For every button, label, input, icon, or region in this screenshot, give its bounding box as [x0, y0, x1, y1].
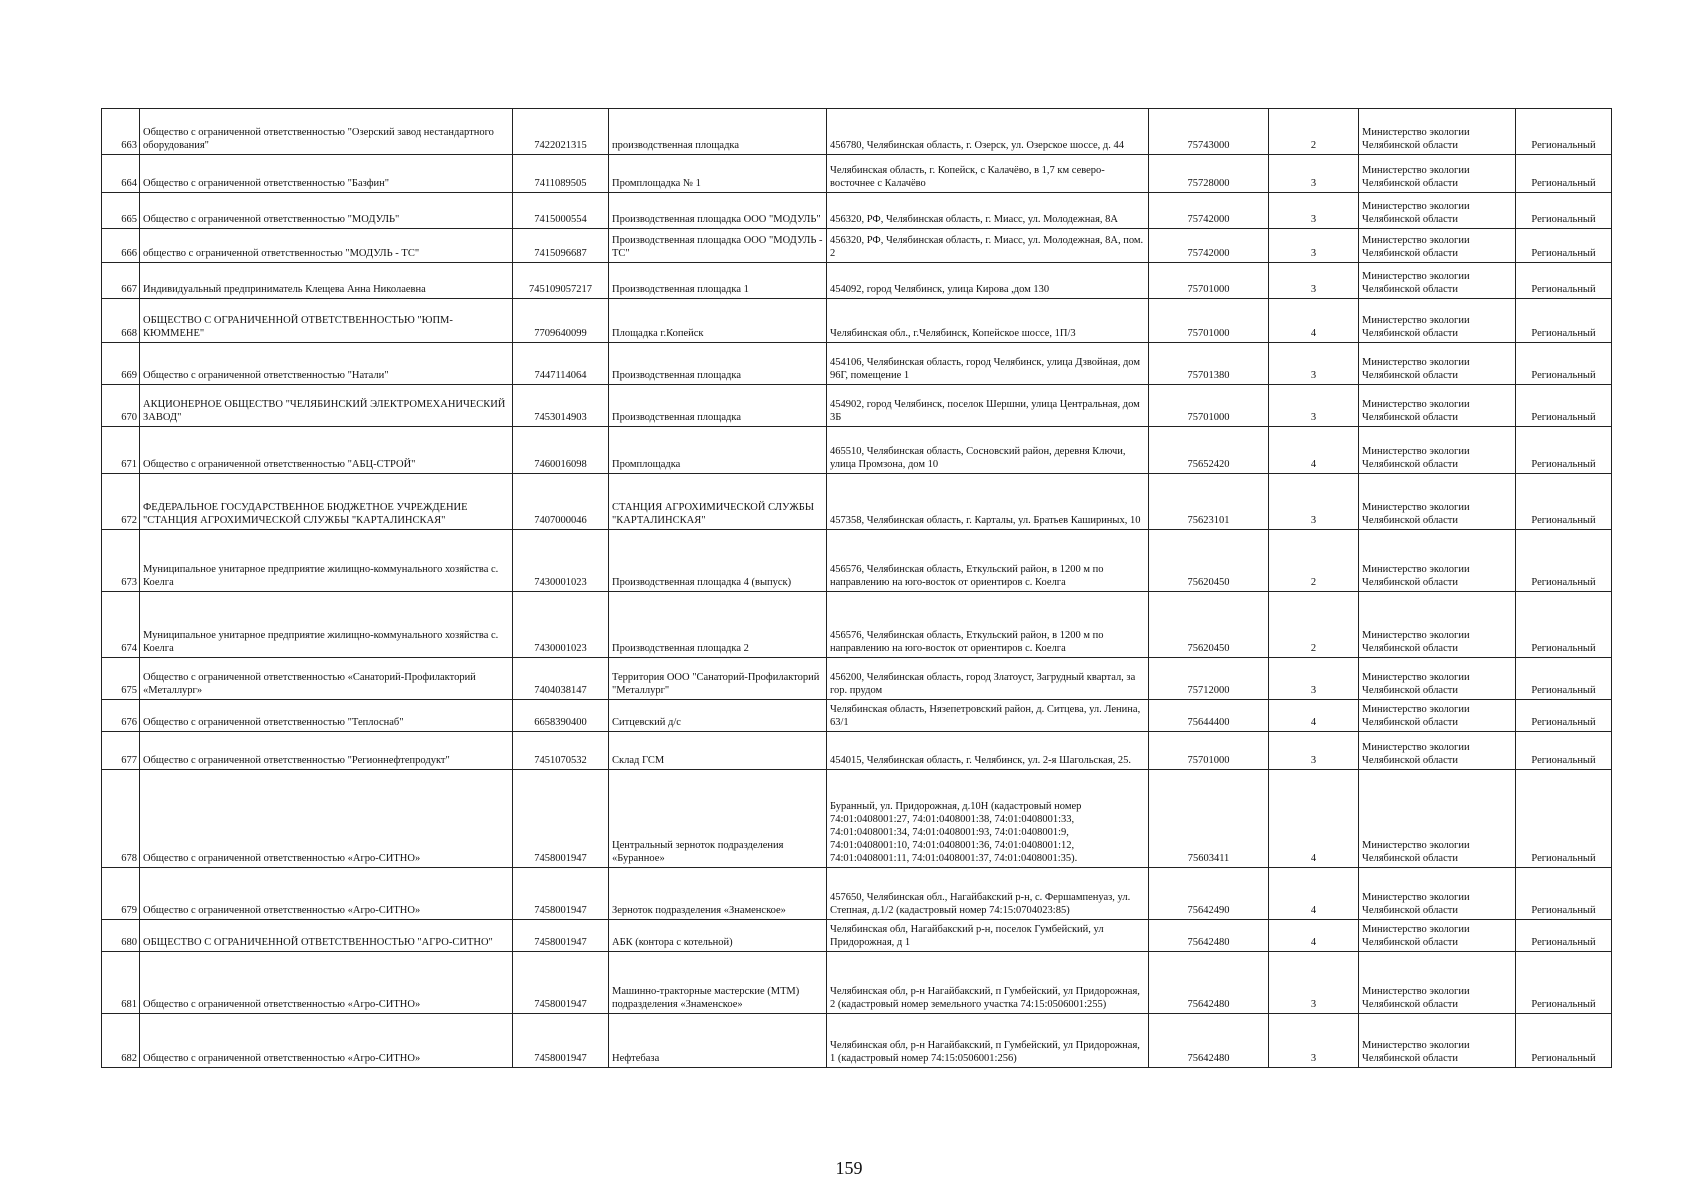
supervisory-authority: Министерство экологии Челябинской области: [1359, 109, 1516, 155]
supervisory-authority: Министерство экологии Челябинской области: [1359, 229, 1516, 263]
oktmo-code: 75620450: [1149, 592, 1269, 658]
object-address: 456576, Челябинская область, Еткульский район, в 1200 м по направлению на юго-восток от ориентиров с. Коелга: [827, 592, 1149, 658]
inn: 7422021315: [513, 109, 609, 155]
object-name: Площадка г.Копейск: [609, 299, 827, 343]
object-address: Челябинская обл, р-н Нагайбакский, п Гумбейский, ул Придорожная, 2 (кадастровый номер земельного участка 74:15:0506001:255): [827, 952, 1149, 1014]
supervisory-authority: Министерство экологии Челябинской области: [1359, 592, 1516, 658]
row-number: 673: [102, 530, 140, 592]
supervisory-authority: Министерство экологии Челябинской области: [1359, 1014, 1516, 1068]
inn: 7404038147: [513, 658, 609, 700]
object-name: Нефтебаза: [609, 1014, 827, 1068]
oktmo-code: 75742000: [1149, 229, 1269, 263]
oktmo-code: 75642480: [1149, 952, 1269, 1014]
object-category: 4: [1269, 920, 1359, 952]
supervisory-authority: Министерство экологии Челябинской области: [1359, 700, 1516, 732]
object-name: Склад ГСМ: [609, 732, 827, 770]
supervisory-authority: Министерство экологии Челябинской области: [1359, 155, 1516, 193]
organization-name: Общество с ограниченной ответственностью «Агро-СИТНО»: [140, 770, 513, 868]
object-name: Ситцевский д/с: [609, 700, 827, 732]
supervisory-authority: Министерство экологии Челябинской области: [1359, 868, 1516, 920]
organization-name: ОБЩЕСТВО С ОГРАНИЧЕННОЙ ОТВЕТСТВЕННОСТЬЮ "ЮПМ-КЮММЕНЕ": [140, 299, 513, 343]
table-row: [102, 385, 1612, 427]
inn: 7430001023: [513, 592, 609, 658]
supervision-level: Региональный: [1516, 868, 1612, 920]
object-category: 3: [1269, 658, 1359, 700]
object-name: Зерноток подразделения «Знаменское»: [609, 868, 827, 920]
object-category: 3: [1269, 229, 1359, 263]
supervisory-authority: Министерство экологии Челябинской области: [1359, 474, 1516, 530]
supervisory-authority: Министерство экологии Челябинской области: [1359, 658, 1516, 700]
supervision-level: Региональный: [1516, 385, 1612, 427]
object-category: 2: [1269, 592, 1359, 658]
inn: 7709640099: [513, 299, 609, 343]
row-number: 665: [102, 193, 140, 229]
inn: 7458001947: [513, 1014, 609, 1068]
table-row: [102, 474, 1612, 530]
supervisory-authority: Министерство экологии Челябинской области: [1359, 299, 1516, 343]
table-row: [102, 700, 1612, 732]
table-row: [102, 868, 1612, 920]
organization-name: Общество с ограниченной ответственностью «Агро-СИТНО»: [140, 868, 513, 920]
supervision-level: Региональный: [1516, 732, 1612, 770]
object-category: 3: [1269, 263, 1359, 299]
organization-name: Общество с ограниченной ответственностью "Натали": [140, 343, 513, 385]
object-address: 456320, РФ, Челябинская область, г. Миасс, ул. Молодежная, 8А, пом. 2: [827, 229, 1149, 263]
organization-name: общество с ограниченной ответственностью "МОДУЛЬ - ТС": [140, 229, 513, 263]
table-row: [102, 770, 1612, 868]
organization-name: Общество с ограниченной ответственностью «Агро-СИТНО»: [140, 952, 513, 1014]
object-address: Челябинская область, Нязепетровский район, д. Ситцева, ул. Ленина, 63/1: [827, 700, 1149, 732]
object-category: 4: [1269, 770, 1359, 868]
row-number: 672: [102, 474, 140, 530]
supervisory-authority: Министерство экологии Челябинской области: [1359, 263, 1516, 299]
table-row: [102, 1014, 1612, 1068]
oktmo-code: 75728000: [1149, 155, 1269, 193]
object-category: 4: [1269, 700, 1359, 732]
object-category: 3: [1269, 385, 1359, 427]
inn: 7415096687: [513, 229, 609, 263]
inn: 7415000554: [513, 193, 609, 229]
supervision-level: Региональный: [1516, 229, 1612, 263]
row-number: 667: [102, 263, 140, 299]
organization-name: Муниципальное унитарное предприятие жилищно-коммунального хозяйства с. Коелга: [140, 592, 513, 658]
oktmo-code: 75642490: [1149, 868, 1269, 920]
supervision-level: Региональный: [1516, 155, 1612, 193]
table-row: [102, 592, 1612, 658]
oktmo-code: 75701000: [1149, 385, 1269, 427]
inn: 7447114064: [513, 343, 609, 385]
supervisory-authority: Министерство экологии Челябинской области: [1359, 530, 1516, 592]
object-name: производственная площадка: [609, 109, 827, 155]
oktmo-code: 75652420: [1149, 427, 1269, 474]
supervision-level: Региональный: [1516, 343, 1612, 385]
table-row: [102, 952, 1612, 1014]
object-name: СТАНЦИЯ АГРОХИМИЧЕСКОЙ СЛУЖБЫ "КАРТАЛИНСКАЯ": [609, 474, 827, 530]
oktmo-code: 75742000: [1149, 193, 1269, 229]
oktmo-code: 75642480: [1149, 920, 1269, 952]
object-category: 3: [1269, 732, 1359, 770]
supervision-level: Региональный: [1516, 700, 1612, 732]
oktmo-code: 75712000: [1149, 658, 1269, 700]
object-address: 456200, Челябинская область, город Златоуст, Загрудный квартал, за гор. прудом: [827, 658, 1149, 700]
supervisory-authority: Министерство экологии Челябинской области: [1359, 770, 1516, 868]
organization-name: ФЕДЕРАЛЬНОЕ ГОСУДАРСТВЕННОЕ БЮДЖЕТНОЕ УЧРЕЖДЕНИЕ "СТАНЦИЯ АГРОХИМИЧЕСКОЙ СЛУЖБЫ "КАРТАЛИНСКАЯ": [140, 474, 513, 530]
organization-name: Общество с ограниченной ответственностью "Озерский завод нестандартного оборудования": [140, 109, 513, 155]
oktmo-code: 75701000: [1149, 263, 1269, 299]
object-address: Челябинская обл, Нагайбакский р-н, поселок Гумбейский, ул Придорожная, д 1: [827, 920, 1149, 952]
row-number: 676: [102, 700, 140, 732]
object-category: 3: [1269, 343, 1359, 385]
table-row: [102, 109, 1612, 155]
supervisory-authority: Министерство экологии Челябинской области: [1359, 193, 1516, 229]
object-name: Промплощадка № 1: [609, 155, 827, 193]
object-name: Производственная площадка 2: [609, 592, 827, 658]
object-category: 4: [1269, 868, 1359, 920]
object-address: 465510, Челябинская область, Сосновский район, деревня Ключи, улица Промзона, дом 10: [827, 427, 1149, 474]
object-address: Челябинская обл, р-н Нагайбакский, п Гумбейский, ул Придорожная, 1 (кадастровый номер 74:15:0506001:256): [827, 1014, 1149, 1068]
row-number: 675: [102, 658, 140, 700]
organization-name: Муниципальное унитарное предприятие жилищно-коммунального хозяйства с. Коелга: [140, 530, 513, 592]
inn: 7411089505: [513, 155, 609, 193]
row-number: 681: [102, 952, 140, 1014]
table-row: [102, 427, 1612, 474]
supervision-level: Региональный: [1516, 530, 1612, 592]
supervision-level: Региональный: [1516, 109, 1612, 155]
supervisory-authority: Министерство экологии Челябинской области: [1359, 343, 1516, 385]
object-name: Промплощадка: [609, 427, 827, 474]
organization-name: Индивидуальный предприниматель Клещева Анна Николаевна: [140, 263, 513, 299]
row-number: 678: [102, 770, 140, 868]
supervision-level: Региональный: [1516, 952, 1612, 1014]
object-address: Челябинская область, г. Копейск, с Калачёво, в 1,7 км северо-восточнее с Калачёво: [827, 155, 1149, 193]
object-category: 2: [1269, 109, 1359, 155]
object-category: 3: [1269, 155, 1359, 193]
row-number: 664: [102, 155, 140, 193]
table-row: [102, 732, 1612, 770]
oktmo-code: 75623101: [1149, 474, 1269, 530]
registry-table: [101, 108, 1612, 1068]
row-number: 677: [102, 732, 140, 770]
object-name: Машинно-тракторные мастерские (МТМ) подразделения «Знаменское»: [609, 952, 827, 1014]
object-address: 457650, Челябинская обл., Нагайбакский р-н, с. Фершампенуаз, ул. Степная, д.1/2 (кадастровый номер 74:15:0704023:85): [827, 868, 1149, 920]
inn: 7407000046: [513, 474, 609, 530]
supervisory-authority: Министерство экологии Челябинской области: [1359, 920, 1516, 952]
row-number: 671: [102, 427, 140, 474]
page-number: 159: [835, 1158, 863, 1178]
supervision-level: Региональный: [1516, 263, 1612, 299]
inn: 7458001947: [513, 952, 609, 1014]
supervision-level: Региональный: [1516, 592, 1612, 658]
oktmo-code: 75743000: [1149, 109, 1269, 155]
organization-name: Общество с ограниченной ответственностью "Базфин": [140, 155, 513, 193]
supervision-level: Региональный: [1516, 193, 1612, 229]
object-category: 3: [1269, 193, 1359, 229]
object-name: Территория ООО "Санаторий-Профилакторий "Металлург": [609, 658, 827, 700]
object-address: 454902, город Челябинск, поселок Шершни, улица Центральная, дом 3Б: [827, 385, 1149, 427]
inn: 7458001947: [513, 770, 609, 868]
object-name: Производственная площадка ООО "МОДУЛЬ - ТС": [609, 229, 827, 263]
supervisory-authority: Министерство экологии Челябинской области: [1359, 952, 1516, 1014]
inn: 7453014903: [513, 385, 609, 427]
object-address: Буранный, ул. Придорожная, д.10Н (кадастровый номер 74:01:0408001:27, 74:01:0408001:38, 74:01:0408001:33, 74:01:0408001:34, 74:01:0408001:93, 74:01:0408001:9, 74:01:0408001:10, 74:01:0408001:36, 74:01:0408001:12, 74:01:0408001:11, 74:01:0408001:37, 74:01:0408001:35).: [827, 770, 1149, 868]
organization-name: Общество с ограниченной ответственностью «Агро-СИТНО»: [140, 1014, 513, 1068]
inn: 7458001947: [513, 868, 609, 920]
row-number: 674: [102, 592, 140, 658]
organization-name: ОБЩЕСТВО С ОГРАНИЧЕННОЙ ОТВЕТСТВЕННОСТЬЮ "АГРО-СИТНО": [140, 920, 513, 952]
table-row: [102, 343, 1612, 385]
supervision-level: Региональный: [1516, 658, 1612, 700]
object-name: Производственная площадка 1: [609, 263, 827, 299]
inn: 6658390400: [513, 700, 609, 732]
row-number: 669: [102, 343, 140, 385]
supervision-level: Региональный: [1516, 920, 1612, 952]
table-row: [102, 920, 1612, 952]
supervisory-authority: Министерство экологии Челябинской области: [1359, 427, 1516, 474]
table-row: [102, 299, 1612, 343]
supervision-level: Региональный: [1516, 770, 1612, 868]
supervision-level: Региональный: [1516, 1014, 1612, 1068]
table-row: [102, 530, 1612, 592]
object-address: 456576, Челябинская область, Еткульский район, в 1200 м по направлению на юго-восток от ориентиров с. Коелга: [827, 530, 1149, 592]
oktmo-code: 75603411: [1149, 770, 1269, 868]
oktmo-code: 75701380: [1149, 343, 1269, 385]
row-number: 670: [102, 385, 140, 427]
object-name: Производственная площадка ООО "МОДУЛЬ": [609, 193, 827, 229]
object-name: АБК (контора с котельной): [609, 920, 827, 952]
organization-name: Общество с ограниченной ответственностью "Регионнефтепродукт": [140, 732, 513, 770]
supervisory-authority: Министерство экологии Челябинской области: [1359, 385, 1516, 427]
object-name: Производственная площадка: [609, 343, 827, 385]
organization-name: Общество с ограниченной ответственностью "АБЦ-СТРОЙ": [140, 427, 513, 474]
table-row: [102, 658, 1612, 700]
inn: 7460016098: [513, 427, 609, 474]
object-category: 4: [1269, 299, 1359, 343]
table-row: [102, 229, 1612, 263]
row-number: 668: [102, 299, 140, 343]
object-address: 454092, город Челябинск, улица Кирова ,дом 130: [827, 263, 1149, 299]
object-category: 3: [1269, 952, 1359, 1014]
object-address: 456780, Челябинская область, г. Озерск, ул. Озерское шоссе, д. 44: [827, 109, 1149, 155]
supervision-level: Региональный: [1516, 427, 1612, 474]
table-row: [102, 263, 1612, 299]
oktmo-code: 75620450: [1149, 530, 1269, 592]
object-address: 456320, РФ, Челябинская область, г. Миасс, ул. Молодежная, 8А: [827, 193, 1149, 229]
organization-name: Общество с ограниченной ответственностью «Санаторий-Профилакторий «Металлург»: [140, 658, 513, 700]
row-number: 679: [102, 868, 140, 920]
oktmo-code: 75642480: [1149, 1014, 1269, 1068]
inn: 7451070532: [513, 732, 609, 770]
oktmo-code: 75701000: [1149, 732, 1269, 770]
object-name: Центральный зерноток подразделения «Буранное»: [609, 770, 827, 868]
organization-name: Общество с ограниченной ответственностью "Теплоснаб": [140, 700, 513, 732]
object-address: Челябинская обл., г.Челябинск, Копейское шоссе, 1П/3: [827, 299, 1149, 343]
organization-name: Общество с ограниченной ответственностью "МОДУЛЬ": [140, 193, 513, 229]
object-category: 2: [1269, 530, 1359, 592]
row-number: 666: [102, 229, 140, 263]
table-row: [102, 193, 1612, 229]
supervisory-authority: Министерство экологии Челябинской области: [1359, 732, 1516, 770]
table-row: [102, 155, 1612, 193]
inn: 7430001023: [513, 530, 609, 592]
inn: 745109057217: [513, 263, 609, 299]
row-number: 680: [102, 920, 140, 952]
supervision-level: Региональный: [1516, 474, 1612, 530]
object-address: 457358, Челябинская область, г. Карталы, ул. Братьев Кашириных, 10: [827, 474, 1149, 530]
object-name: Производственная площадка: [609, 385, 827, 427]
object-category: 3: [1269, 1014, 1359, 1068]
object-name: Производственная площадка 4 (выпуск): [609, 530, 827, 592]
organization-name: АКЦИОНЕРНОЕ ОБЩЕСТВО "ЧЕЛЯБИНСКИЙ ЭЛЕКТРОМЕХАНИЧЕСКИЙ ЗАВОД": [140, 385, 513, 427]
object-category: 4: [1269, 427, 1359, 474]
object-address: 454106, Челябинская область, город Челябинск, улица Дзвойная, дом 96Г, помещение 1: [827, 343, 1149, 385]
row-number: 663: [102, 109, 140, 155]
oktmo-code: 75644400: [1149, 700, 1269, 732]
oktmo-code: 75701000: [1149, 299, 1269, 343]
inn: 7458001947: [513, 920, 609, 952]
row-number: 682: [102, 1014, 140, 1068]
object-address: 454015, Челябинская область, г. Челябинск, ул. 2-я Шагольская, 25.: [827, 732, 1149, 770]
supervision-level: Региональный: [1516, 299, 1612, 343]
object-category: 3: [1269, 474, 1359, 530]
